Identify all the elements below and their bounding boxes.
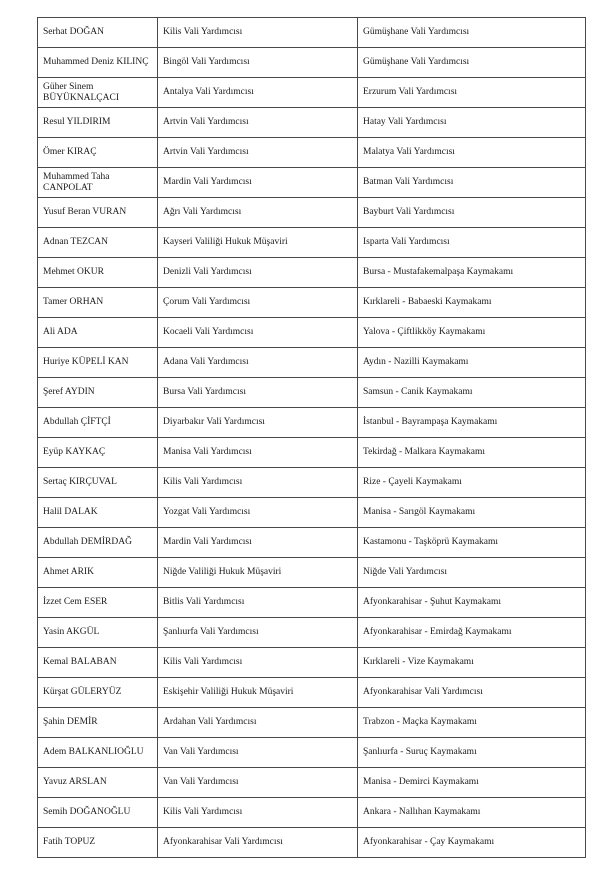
- table-row: [38, 258, 586, 288]
- table-row: [38, 48, 586, 78]
- person-name-cell: Adnan TEZCAN: [38, 228, 158, 258]
- person-name-cell: Semih DOĞANOĞLU: [38, 798, 158, 828]
- new-post-cell: Hatay Vali Yardımcısı: [358, 108, 586, 138]
- new-post-cell: Şanlıurfa - Suruç Kaymakamı: [358, 738, 586, 768]
- person-name-cell: Eyüp KAYKAÇ: [38, 438, 158, 468]
- table-row: [38, 528, 586, 558]
- new-post-cell: Afyonkarahisar - Şuhut Kaymakamı: [358, 588, 586, 618]
- table-row: [38, 138, 586, 168]
- table-row: [38, 348, 586, 378]
- current-post-cell: Diyarbakır Vali Yardımcısı: [158, 408, 358, 438]
- current-post-cell: Van Vali Yardımcısı: [158, 738, 358, 768]
- new-post-cell: Afyonkarahisar - Çay Kaymakamı: [358, 828, 586, 858]
- current-post-cell: Antalya Vali Yardımcısı: [158, 78, 358, 108]
- table-row: [38, 168, 586, 198]
- new-post-cell: Bayburt Vali Yardımcısı: [358, 198, 586, 228]
- table-row: [38, 708, 586, 738]
- table-row: [38, 618, 586, 648]
- appointment-table: [37, 17, 586, 858]
- person-name-cell: Kemal BALABAN: [38, 648, 158, 678]
- person-name-cell: İzzet Cem ESER: [38, 588, 158, 618]
- new-post-cell: Rize - Çayeli Kaymakamı: [358, 468, 586, 498]
- person-name-cell: Güher Sinem BÜYÜKNALÇACI: [38, 78, 158, 108]
- person-name-cell: Şeref AYDIN: [38, 378, 158, 408]
- person-name-cell: Kürşat GÜLERYÜZ: [38, 678, 158, 708]
- person-name-cell: Muhammed Taha CANPOLAT: [38, 168, 158, 198]
- table-row: [38, 318, 586, 348]
- current-post-cell: Artvin Vali Yardımcısı: [158, 108, 358, 138]
- person-name-cell: Abdullah DEMİRDAĞ: [38, 528, 158, 558]
- table-row: [38, 288, 586, 318]
- current-post-cell: Çorum Vali Yardımcısı: [158, 288, 358, 318]
- table-row: [38, 108, 586, 138]
- person-name-cell: Sertaç KIRÇUVAL: [38, 468, 158, 498]
- current-post-cell: Van Vali Yardımcısı: [158, 768, 358, 798]
- current-post-cell: Kilis Vali Yardımcısı: [158, 648, 358, 678]
- new-post-cell: Aydın - Nazilli Kaymakamı: [358, 348, 586, 378]
- person-name-cell: Ali ADA: [38, 318, 158, 348]
- person-name-cell: Resul YILDIRIM: [38, 108, 158, 138]
- current-post-cell: Niğde Valiliği Hukuk Müşaviri: [158, 558, 358, 588]
- table-row: [38, 798, 586, 828]
- current-post-cell: Bitlis Vali Yardımcısı: [158, 588, 358, 618]
- person-name-cell: Abdullah ÇİFTÇİ: [38, 408, 158, 438]
- new-post-cell: Kastamonu - Taşköprü Kaymakamı: [358, 528, 586, 558]
- table-row: [38, 468, 586, 498]
- person-name-cell: Huriye KÜPELİ KAN: [38, 348, 158, 378]
- new-post-cell: Gümüşhane Vali Yardımcısı: [358, 18, 586, 48]
- current-post-cell: Artvin Vali Yardımcısı: [158, 138, 358, 168]
- person-name-cell: Ahmet ARIK: [38, 558, 158, 588]
- new-post-cell: Isparta Vali Yardımcısı: [358, 228, 586, 258]
- new-post-cell: Kırklareli - Babaeski Kaymakamı: [358, 288, 586, 318]
- current-post-cell: Yozgat Vali Yardımcısı: [158, 498, 358, 528]
- person-name-cell: Yavuz ARSLAN: [38, 768, 158, 798]
- new-post-cell: Batman Vali Yardımcısı: [358, 168, 586, 198]
- new-post-cell: Yalova - Çiftlikköy Kaymakamı: [358, 318, 586, 348]
- current-post-cell: Mardin Vali Yardımcısı: [158, 528, 358, 558]
- person-name-cell: Yasin AKGÜL: [38, 618, 158, 648]
- new-post-cell: Manisa - Sarıgöl Kaymakamı: [358, 498, 586, 528]
- new-post-cell: Bursa - Mustafakemalpaşa Kaymakamı: [358, 258, 586, 288]
- person-name-cell: Yusuf Beran VURAN: [38, 198, 158, 228]
- table-row: [38, 408, 586, 438]
- person-name-cell: Fatih TOPUZ: [38, 828, 158, 858]
- new-post-cell: Kırklareli - Vize Kaymakamı: [358, 648, 586, 678]
- current-post-cell: Ardahan Vali Yardımcısı: [158, 708, 358, 738]
- current-post-cell: Kocaeli Vali Yardımcısı: [158, 318, 358, 348]
- table-row: [38, 828, 586, 858]
- new-post-cell: Malatya Vali Yardımcısı: [358, 138, 586, 168]
- current-post-cell: Afyonkarahisar Vali Yardımcısı: [158, 828, 358, 858]
- table-row: [38, 558, 586, 588]
- current-post-cell: Kilis Vali Yardımcısı: [158, 18, 358, 48]
- new-post-cell: Tekirdağ - Malkara Kaymakamı: [358, 438, 586, 468]
- current-post-cell: Kilis Vali Yardımcısı: [158, 468, 358, 498]
- table-row: [38, 678, 586, 708]
- table-row: [38, 198, 586, 228]
- current-post-cell: Bingöl Vali Yardımcısı: [158, 48, 358, 78]
- current-post-cell: Eskişehir Valiliği Hukuk Müşaviri: [158, 678, 358, 708]
- new-post-cell: İstanbul - Bayrampaşa Kaymakamı: [358, 408, 586, 438]
- table-row: [38, 228, 586, 258]
- current-post-cell: Denizli Vali Yardımcısı: [158, 258, 358, 288]
- current-post-cell: Adana Vali Yardımcısı: [158, 348, 358, 378]
- person-name-cell: Adem BALKANLIOĞLU: [38, 738, 158, 768]
- table-row: [38, 648, 586, 678]
- appointment-table-body: [38, 18, 586, 858]
- current-post-cell: Kayseri Valiliği Hukuk Müşaviri: [158, 228, 358, 258]
- new-post-cell: Afyonkarahisar Vali Yardımcısı: [358, 678, 586, 708]
- table-row: [38, 78, 586, 108]
- person-name-cell: Serhat DOĞAN: [38, 18, 158, 48]
- person-name-cell: Şahin DEMİR: [38, 708, 158, 738]
- table-row: [38, 768, 586, 798]
- new-post-cell: Niğde Vali Yardımcısı: [358, 558, 586, 588]
- new-post-cell: Samsun - Canik Kaymakamı: [358, 378, 586, 408]
- table-row: [38, 438, 586, 468]
- current-post-cell: Şanlıurfa Vali Yardımcısı: [158, 618, 358, 648]
- current-post-cell: Manisa Vali Yardımcısı: [158, 438, 358, 468]
- table-row: [38, 378, 586, 408]
- new-post-cell: Erzurum Vali Yardımcısı: [358, 78, 586, 108]
- person-name-cell: Ömer KIRAÇ: [38, 138, 158, 168]
- person-name-cell: Tamer ORHAN: [38, 288, 158, 318]
- table-row: [38, 738, 586, 768]
- current-post-cell: Mardin Vali Yardımcısı: [158, 168, 358, 198]
- new-post-cell: Trabzon - Maçka Kaymakamı: [358, 708, 586, 738]
- table-row: [38, 588, 586, 618]
- new-post-cell: Ankara - Nallıhan Kaymakamı: [358, 798, 586, 828]
- new-post-cell: Gümüşhane Vali Yardımcısı: [358, 48, 586, 78]
- current-post-cell: Ağrı Vali Yardımcısı: [158, 198, 358, 228]
- person-name-cell: Mehmet OKUR: [38, 258, 158, 288]
- current-post-cell: Kilis Vali Yardımcısı: [158, 798, 358, 828]
- table-row: [38, 498, 586, 528]
- person-name-cell: Muhammed Deniz KILINÇ: [38, 48, 158, 78]
- current-post-cell: Bursa Vali Yardımcısı: [158, 378, 358, 408]
- new-post-cell: Afyonkarahisar - Emirdağ Kaymakamı: [358, 618, 586, 648]
- table-row: [38, 18, 586, 48]
- person-name-cell: Halil DALAK: [38, 498, 158, 528]
- new-post-cell: Manisa - Demirci Kaymakamı: [358, 768, 586, 798]
